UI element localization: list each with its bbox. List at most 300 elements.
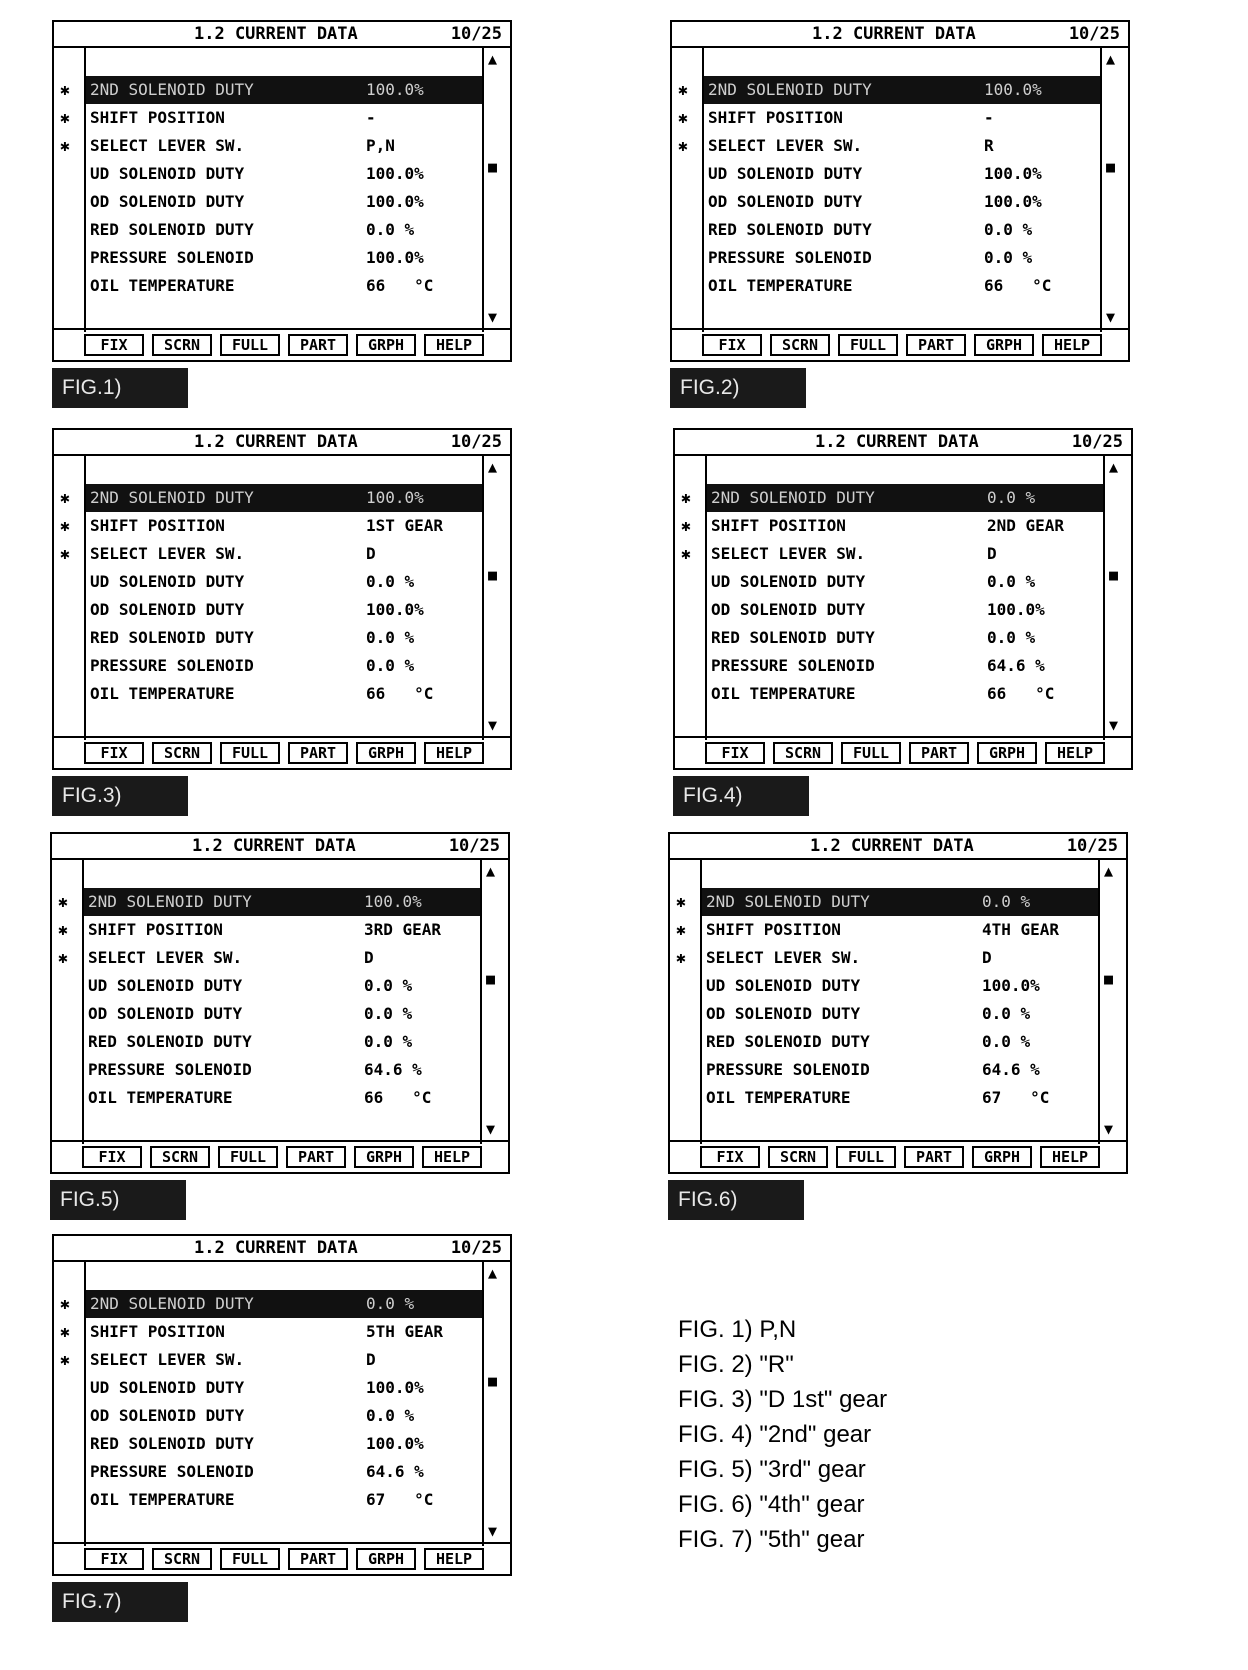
data-label: OIL TEMPERATURE [708, 276, 853, 295]
data-value: 100.0% [982, 976, 1040, 995]
scroll-thumb-icon[interactable]: ■ [1106, 158, 1116, 176]
data-row[interactable] [84, 916, 480, 944]
data-label: SELECT LEVER SW. [88, 948, 243, 967]
data-value: 66 °C [366, 684, 434, 703]
scan-tool-screen [52, 20, 512, 362]
data-value: 0.0 % [366, 572, 415, 591]
data-value: 0.0 % [982, 1004, 1031, 1023]
data-label: UD SOLENOID DUTY [708, 164, 863, 183]
fixed-marker-icon: ✱ [681, 516, 691, 535]
softkey-scrn-button[interactable]: SCRN [770, 334, 830, 356]
data-row[interactable] [704, 216, 1100, 244]
softkey-scrn-button[interactable]: SCRN [768, 1146, 828, 1168]
data-label: SELECT LEVER SW. [90, 1350, 245, 1369]
data-row[interactable] [707, 624, 1103, 652]
data-label: SHIFT POSITION [90, 516, 225, 535]
data-value: 100.0% [984, 80, 1042, 99]
data-row[interactable] [702, 888, 1098, 916]
data-row[interactable] [84, 1084, 480, 1112]
softkey-help-button[interactable]: HELP [1040, 1146, 1100, 1168]
softkey-part-button[interactable]: PART [909, 742, 969, 764]
data-list [702, 48, 1102, 332]
scan-tool-screen [668, 832, 1128, 1174]
data-value: 0.0 % [366, 656, 415, 675]
data-row[interactable] [86, 104, 482, 132]
data-label: OIL TEMPERATURE [711, 684, 856, 703]
softkey-part-button[interactable]: PART [288, 334, 348, 356]
data-list [84, 1262, 484, 1546]
data-row[interactable] [702, 1056, 1098, 1084]
data-value: 66 °C [366, 276, 434, 295]
softkey-full-button[interactable]: FULL [220, 1548, 280, 1570]
data-label: 2ND SOLENOID DUTY [88, 892, 252, 911]
data-row[interactable] [86, 512, 482, 540]
data-row[interactable] [702, 916, 1098, 944]
data-row[interactable] [86, 1346, 482, 1374]
scroll-up-icon[interactable]: ▲ [488, 1264, 498, 1282]
softkey-fix-button[interactable]: FIX [84, 742, 144, 764]
data-value: 100.0% [366, 1378, 424, 1397]
data-label: SHIFT POSITION [708, 108, 843, 127]
data-value: 0.0 % [982, 1032, 1031, 1051]
softkey-fix-button[interactable]: FIX [700, 1146, 760, 1168]
scroll-down-icon[interactable]: ▼ [488, 716, 498, 734]
data-label: PRESSURE SOLENOID [88, 1060, 252, 1079]
data-value: 0.0 % [364, 1004, 413, 1023]
screen-title-bar [675, 430, 1131, 456]
data-row[interactable] [84, 1000, 480, 1028]
scroll-up-icon[interactable]: ▲ [486, 862, 496, 880]
data-value: 64.6 % [366, 1462, 424, 1481]
softkey-grph-button[interactable]: GRPH [977, 742, 1037, 764]
data-row[interactable] [707, 484, 1103, 512]
data-value: 0.0 % [364, 1032, 413, 1051]
data-label: SHIFT POSITION [90, 108, 225, 127]
data-row[interactable] [702, 972, 1098, 1000]
data-row[interactable] [707, 652, 1103, 680]
data-label: OD SOLENOID DUTY [90, 1406, 245, 1425]
data-value: 0.0 % [987, 628, 1036, 647]
data-value: 5TH GEAR [366, 1322, 444, 1341]
data-label: UD SOLENOID DUTY [90, 572, 245, 591]
data-label: OIL TEMPERATURE [90, 276, 235, 295]
data-row[interactable] [86, 216, 482, 244]
data-label: UD SOLENOID DUTY [711, 572, 866, 591]
data-row[interactable] [86, 188, 482, 216]
data-value: 100.0% [366, 600, 424, 619]
scrollbar[interactable] [486, 48, 506, 332]
data-label: OIL TEMPERATURE [88, 1088, 233, 1107]
scroll-thumb-icon[interactable]: ■ [486, 970, 496, 988]
fixed-marker-icon: ✱ [60, 516, 70, 535]
softkey-fix-button[interactable]: FIX [84, 334, 144, 356]
data-label: OD SOLENOID DUTY [90, 192, 245, 211]
data-label: RED SOLENOID DUTY [90, 220, 254, 239]
data-value: 0.0 % [364, 976, 413, 995]
data-list [705, 456, 1105, 740]
fixed-marker-icon: ✱ [676, 920, 686, 939]
figure-label: FIG.5) [50, 1180, 186, 1220]
screen-title: 1.2 CURRENT DATA [194, 24, 358, 44]
softkey-full-button[interactable]: FULL [841, 742, 901, 764]
data-label: OIL TEMPERATURE [90, 684, 235, 703]
legend-line: FIG. 7) "5th" gear [678, 1526, 865, 1553]
softkey-full-button[interactable]: FULL [220, 334, 280, 356]
page-indicator: 10/25 [450, 24, 502, 44]
data-value: D [982, 948, 992, 967]
data-label: RED SOLENOID DUTY [90, 628, 254, 647]
scroll-down-icon[interactable]: ▼ [1106, 308, 1116, 326]
softkey-fix-button[interactable]: FIX [705, 742, 765, 764]
softkey-grph-button[interactable]: GRPH [356, 1548, 416, 1570]
data-row[interactable] [86, 568, 482, 596]
data-label: UD SOLENOID DUTY [88, 976, 243, 995]
figure-label: FIG.3) [52, 776, 188, 816]
data-value: 100.0% [366, 488, 424, 507]
scan-tool-screen [670, 20, 1130, 362]
data-row[interactable] [84, 888, 480, 916]
data-row[interactable] [704, 104, 1100, 132]
data-label: 2ND SOLENOID DUTY [90, 80, 254, 99]
data-list [84, 456, 484, 740]
screen-title: 1.2 CURRENT DATA [810, 836, 974, 856]
data-value: 100.0% [366, 248, 424, 267]
softkey-full-button[interactable]: FULL [218, 1146, 278, 1168]
scroll-thumb-icon[interactable]: ■ [488, 158, 498, 176]
softkey-part-button[interactable]: PART [906, 334, 966, 356]
data-row[interactable] [707, 568, 1103, 596]
screen-title-bar [672, 22, 1128, 48]
data-row[interactable] [704, 160, 1100, 188]
scrollbar[interactable] [486, 1262, 506, 1546]
softkey-bar [52, 1140, 508, 1172]
scroll-down-icon[interactable]: ▼ [486, 1120, 496, 1138]
scroll-up-icon[interactable]: ▲ [1109, 458, 1119, 476]
softkey-help-button[interactable]: HELP [1045, 742, 1105, 764]
data-value: 67 °C [982, 1088, 1050, 1107]
page-indicator: 10/25 [448, 836, 500, 856]
fixed-marker-icon: ✱ [681, 488, 691, 507]
softkey-scrn-button[interactable]: SCRN [773, 742, 833, 764]
data-value: 66 °C [364, 1088, 432, 1107]
data-row[interactable] [702, 1028, 1098, 1056]
softkey-help-button[interactable]: HELP [1042, 334, 1102, 356]
softkey-grph-button[interactable]: GRPH [974, 334, 1034, 356]
softkey-bar [672, 328, 1128, 360]
data-label: OIL TEMPERATURE [706, 1088, 851, 1107]
data-label: OIL TEMPERATURE [90, 1490, 235, 1509]
softkey-bar [54, 1542, 510, 1574]
data-value: 100.0% [366, 164, 424, 183]
data-value: 0.0 % [984, 248, 1033, 267]
data-value: 66 °C [984, 276, 1052, 295]
softkey-scrn-button[interactable]: SCRN [152, 742, 212, 764]
data-label: PRESSURE SOLENOID [90, 1462, 254, 1481]
screen-title: 1.2 CURRENT DATA [812, 24, 976, 44]
data-row[interactable] [704, 132, 1100, 160]
data-row[interactable] [702, 1000, 1098, 1028]
data-label: 2ND SOLENOID DUTY [90, 1294, 254, 1313]
softkey-full-button[interactable]: FULL [838, 334, 898, 356]
softkey-part-button[interactable]: PART [288, 1548, 348, 1570]
fixed-marker-icon: ✱ [60, 108, 70, 127]
softkey-part-button[interactable]: PART [286, 1146, 346, 1168]
scroll-down-icon[interactable]: ▼ [1104, 1120, 1114, 1138]
softkey-full-button[interactable]: FULL [836, 1146, 896, 1168]
page-indicator: 10/25 [1068, 24, 1120, 44]
scan-tool-screen [52, 428, 512, 770]
softkey-grph-button[interactable]: GRPH [356, 742, 416, 764]
page-indicator: 10/25 [450, 1238, 502, 1258]
screen-title-bar [54, 22, 510, 48]
data-value: 0.0 % [982, 892, 1031, 911]
fixed-marker-icon: ✱ [678, 136, 688, 155]
data-value: 2ND GEAR [987, 516, 1065, 535]
data-label: OD SOLENOID DUTY [711, 600, 866, 619]
data-row[interactable] [707, 540, 1103, 568]
data-value: - [984, 108, 994, 127]
data-value: 0.0 % [366, 220, 415, 239]
softkey-bar [54, 328, 510, 360]
data-value: 0.0 % [984, 220, 1033, 239]
figure-label: FIG.7) [52, 1582, 188, 1622]
scrollbar[interactable] [1102, 860, 1122, 1144]
softkey-fix-button[interactable]: FIX [82, 1146, 142, 1168]
data-label: RED SOLENOID DUTY [708, 220, 872, 239]
scroll-up-icon[interactable]: ▲ [488, 458, 498, 476]
fixed-marker-icon: ✱ [60, 1350, 70, 1369]
data-row[interactable] [86, 540, 482, 568]
data-label: 2ND SOLENOID DUTY [708, 80, 872, 99]
scan-tool-screen [52, 1234, 512, 1576]
data-row[interactable] [84, 944, 480, 972]
data-label: SELECT LEVER SW. [711, 544, 866, 563]
scrollbar[interactable] [1107, 456, 1127, 740]
fixed-marker-icon: ✱ [58, 948, 68, 967]
data-label: UD SOLENOID DUTY [90, 164, 245, 183]
legend-line: FIG. 1) P,N [678, 1316, 797, 1343]
data-label: RED SOLENOID DUTY [88, 1032, 252, 1051]
data-list [82, 860, 482, 1144]
data-value: D [366, 544, 376, 563]
scrollbar[interactable] [1104, 48, 1124, 332]
data-row[interactable] [86, 1374, 482, 1402]
data-row[interactable] [702, 944, 1098, 972]
screen-title: 1.2 CURRENT DATA [815, 432, 979, 452]
scroll-up-icon[interactable]: ▲ [1106, 50, 1116, 68]
scroll-down-icon[interactable]: ▼ [488, 1522, 498, 1540]
data-value: 3RD GEAR [364, 920, 442, 939]
data-row[interactable] [86, 624, 482, 652]
data-row[interactable] [84, 1028, 480, 1056]
data-value: 64.6 % [982, 1060, 1040, 1079]
fixed-marker-icon: ✱ [58, 920, 68, 939]
data-list [700, 860, 1100, 1144]
legend-line: FIG. 5) "3rd" gear [678, 1456, 866, 1483]
data-label: 2ND SOLENOID DUTY [90, 488, 254, 507]
softkey-fix-button[interactable]: FIX [702, 334, 762, 356]
data-row[interactable] [86, 132, 482, 160]
data-row[interactable] [86, 1486, 482, 1514]
data-row[interactable] [704, 272, 1100, 300]
data-row[interactable] [86, 1318, 482, 1346]
softkey-part-button[interactable]: PART [288, 742, 348, 764]
data-row[interactable] [704, 188, 1100, 216]
data-value: 64.6 % [987, 656, 1045, 675]
data-value: 0.0 % [987, 572, 1036, 591]
data-label: SELECT LEVER SW. [90, 136, 245, 155]
data-value: P,N [366, 136, 395, 155]
data-list [84, 48, 484, 332]
data-value: 0.0 % [366, 628, 415, 647]
data-value: R [984, 136, 994, 155]
figure-label: FIG.1) [52, 368, 188, 408]
fixed-marker-icon: ✱ [678, 80, 688, 99]
data-value: 100.0% [984, 192, 1042, 211]
fixed-marker-icon: ✱ [58, 892, 68, 911]
data-row[interactable] [84, 1056, 480, 1084]
fixed-marker-icon: ✱ [60, 488, 70, 507]
data-row[interactable] [86, 1290, 482, 1318]
data-row[interactable] [86, 680, 482, 708]
data-value: 67 °C [366, 1490, 434, 1509]
data-row[interactable] [707, 680, 1103, 708]
data-label: SELECT LEVER SW. [708, 136, 863, 155]
data-row[interactable] [86, 160, 482, 188]
softkey-scrn-button[interactable]: SCRN [152, 1548, 212, 1570]
data-label: OD SOLENOID DUTY [90, 600, 245, 619]
data-value: 64.6 % [364, 1060, 422, 1079]
data-row[interactable] [702, 1084, 1098, 1112]
data-row[interactable] [86, 652, 482, 680]
scroll-up-icon[interactable]: ▲ [488, 50, 498, 68]
data-row[interactable] [86, 76, 482, 104]
data-label: OD SOLENOID DUTY [706, 1004, 861, 1023]
data-label: OD SOLENOID DUTY [708, 192, 863, 211]
page-indicator: 10/25 [1071, 432, 1123, 452]
data-value: 1ST GEAR [366, 516, 444, 535]
data-label: RED SOLENOID DUTY [90, 1434, 254, 1453]
data-row[interactable] [84, 972, 480, 1000]
data-value: 100.0% [364, 892, 422, 911]
scrollbar[interactable] [486, 456, 506, 740]
softkey-bar [675, 736, 1131, 768]
fixed-marker-icon: ✱ [60, 1322, 70, 1341]
data-label: PRESSURE SOLENOID [90, 248, 254, 267]
scroll-thumb-icon[interactable]: ■ [1104, 970, 1114, 988]
data-value: 4TH GEAR [982, 920, 1060, 939]
data-label: SELECT LEVER SW. [90, 544, 245, 563]
data-row[interactable] [707, 596, 1103, 624]
data-label: RED SOLENOID DUTY [711, 628, 875, 647]
fixed-marker-icon: ✱ [60, 544, 70, 563]
softkey-full-button[interactable]: FULL [220, 742, 280, 764]
figure-label: FIG.4) [673, 776, 809, 816]
screen-title-bar [670, 834, 1126, 860]
legend-line: FIG. 4) "2nd" gear [678, 1421, 872, 1448]
data-label: 2ND SOLENOID DUTY [706, 892, 870, 911]
data-label: SHIFT POSITION [88, 920, 223, 939]
data-row[interactable] [86, 1430, 482, 1458]
data-value: D [366, 1350, 376, 1369]
data-label: UD SOLENOID DUTY [706, 976, 861, 995]
softkey-grph-button[interactable]: GRPH [356, 334, 416, 356]
fixed-marker-icon: ✱ [676, 948, 686, 967]
legend-line: FIG. 3) "D 1st" gear [678, 1386, 888, 1413]
screen-title-bar [52, 834, 508, 860]
scroll-thumb-icon[interactable]: ■ [488, 1372, 498, 1390]
fixed-marker-icon: ✱ [60, 136, 70, 155]
scrollbar[interactable] [484, 860, 504, 1144]
screen-title: 1.2 CURRENT DATA [194, 1238, 358, 1258]
figure-label: FIG.6) [668, 1180, 804, 1220]
scroll-down-icon[interactable]: ▼ [488, 308, 498, 326]
softkey-help-button[interactable]: HELP [424, 1548, 484, 1570]
softkey-part-button[interactable]: PART [904, 1146, 964, 1168]
softkey-help-button[interactable]: HELP [422, 1146, 482, 1168]
data-value: 0.0 % [366, 1406, 415, 1425]
data-label: PRESSURE SOLENOID [706, 1060, 870, 1079]
legend-line: FIG. 2) "R" [678, 1351, 794, 1378]
data-value: D [987, 544, 997, 563]
data-label: UD SOLENOID DUTY [90, 1378, 245, 1397]
data-label: PRESSURE SOLENOID [708, 248, 872, 267]
data-row[interactable] [86, 272, 482, 300]
data-label: OD SOLENOID DUTY [88, 1004, 243, 1023]
data-row[interactable] [704, 76, 1100, 104]
softkey-help-button[interactable]: HELP [424, 742, 484, 764]
softkey-fix-button[interactable]: FIX [84, 1548, 144, 1570]
data-row[interactable] [86, 1402, 482, 1430]
data-value: 100.0% [366, 192, 424, 211]
data-label: PRESSURE SOLENOID [711, 656, 875, 675]
fixed-marker-icon: ✱ [678, 108, 688, 127]
softkey-grph-button[interactable]: GRPH [972, 1146, 1032, 1168]
data-row[interactable] [704, 244, 1100, 272]
scan-tool-screen [673, 428, 1133, 770]
data-label: SHIFT POSITION [90, 1322, 225, 1341]
data-label: SHIFT POSITION [706, 920, 841, 939]
softkey-grph-button[interactable]: GRPH [354, 1146, 414, 1168]
data-label: PRESSURE SOLENOID [90, 656, 254, 675]
data-row[interactable] [86, 244, 482, 272]
data-value: 100.0% [987, 600, 1045, 619]
data-value: D [364, 948, 374, 967]
data-row[interactable] [86, 1458, 482, 1486]
data-row[interactable] [86, 596, 482, 624]
data-row[interactable] [86, 484, 482, 512]
scroll-down-icon[interactable]: ▼ [1109, 716, 1119, 734]
softkey-scrn-button[interactable]: SCRN [150, 1146, 210, 1168]
page-indicator: 10/25 [450, 432, 502, 452]
data-value: - [366, 108, 376, 127]
scroll-thumb-icon[interactable]: ■ [488, 566, 498, 584]
softkey-bar [54, 736, 510, 768]
figure-legend [678, 1312, 1198, 1557]
legend-line: FIG. 6) "4th" gear [678, 1491, 865, 1518]
fixed-marker-icon: ✱ [676, 892, 686, 911]
scroll-thumb-icon[interactable]: ■ [1109, 566, 1119, 584]
scroll-up-icon[interactable]: ▲ [1104, 862, 1114, 880]
fixed-marker-icon: ✱ [60, 1294, 70, 1313]
screen-title-bar [54, 430, 510, 456]
softkey-scrn-button[interactable]: SCRN [152, 334, 212, 356]
fixed-marker-icon: ✱ [681, 544, 691, 563]
scan-tool-screen [50, 832, 510, 1174]
data-row[interactable] [707, 512, 1103, 540]
data-value: 66 °C [987, 684, 1055, 703]
softkey-help-button[interactable]: HELP [424, 334, 484, 356]
